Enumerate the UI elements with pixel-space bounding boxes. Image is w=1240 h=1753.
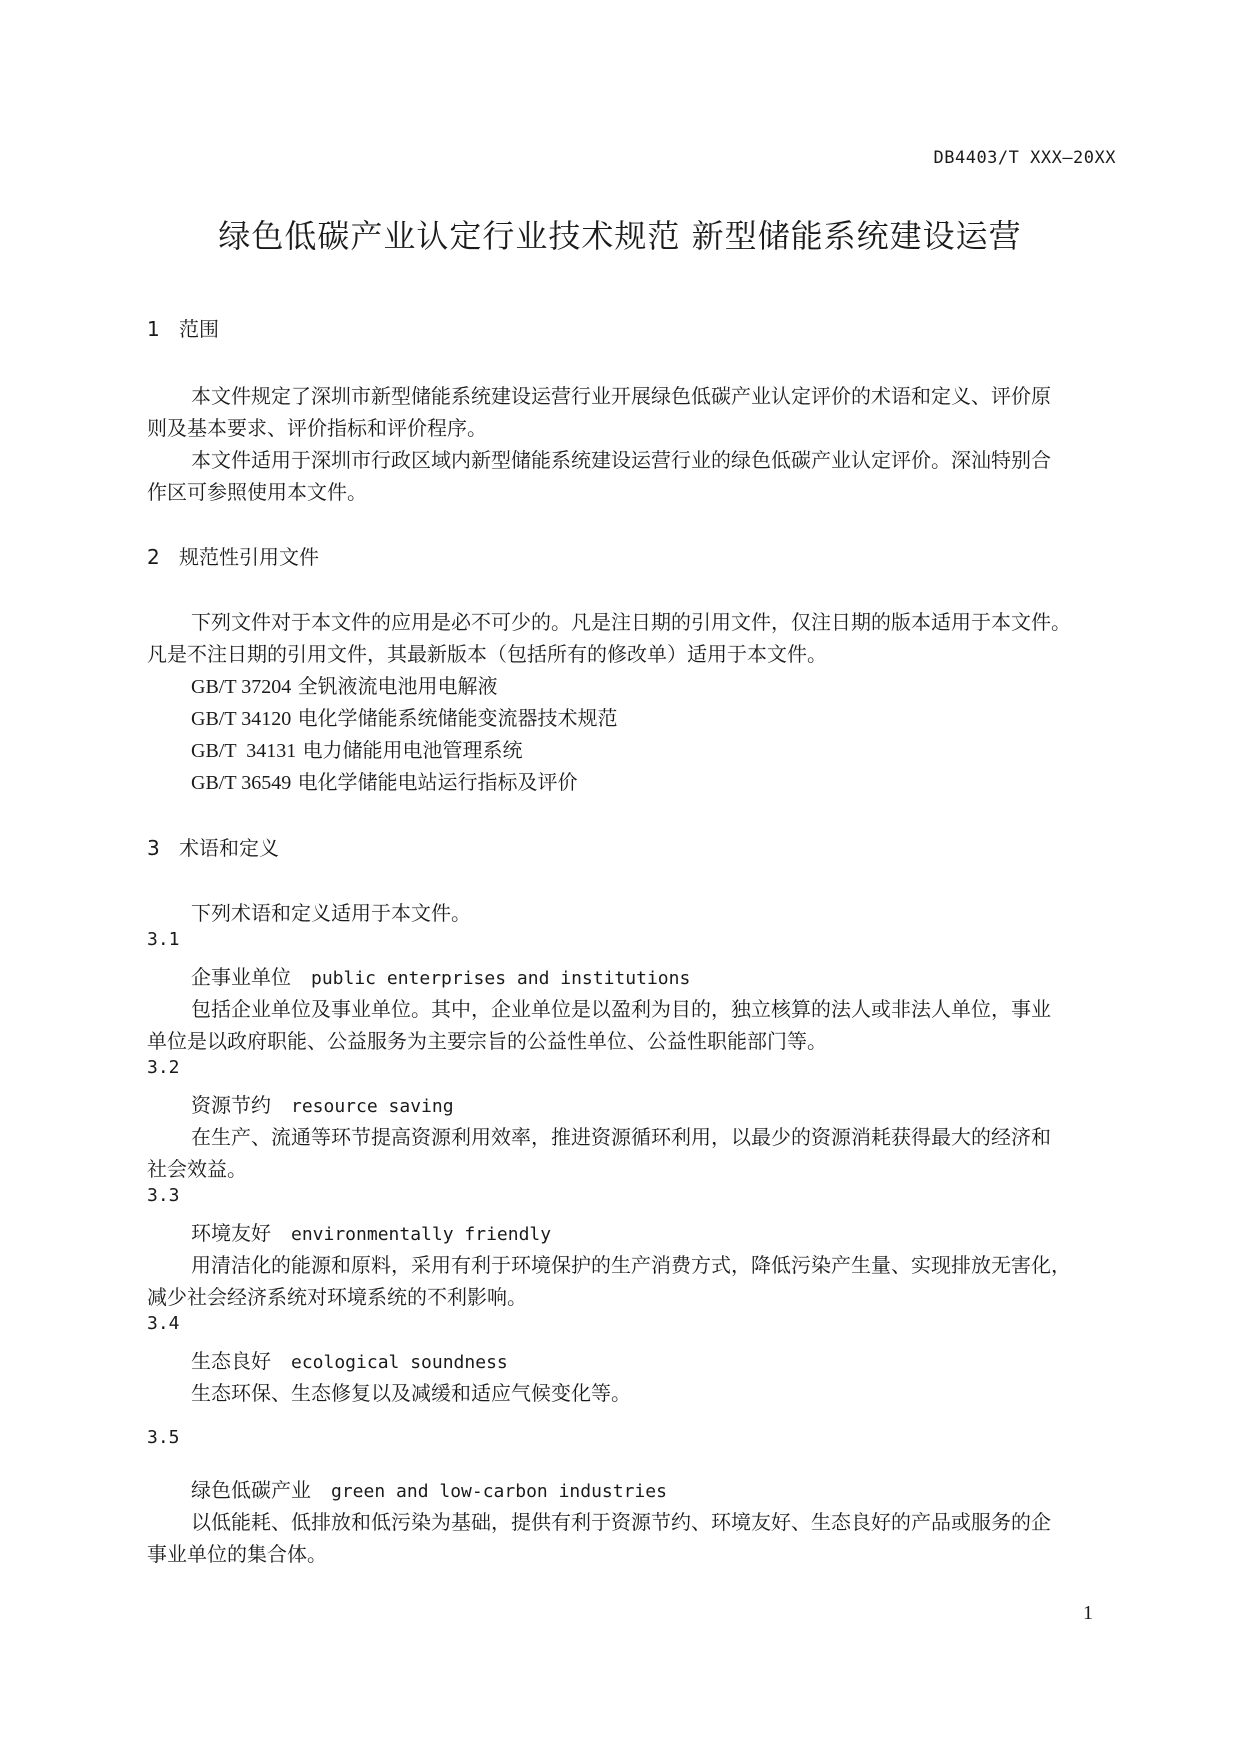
term-entry (191, 1089, 454, 1118)
term-english: ecological soundness (291, 1352, 508, 1373)
reference-code: GB/T 36549 (191, 772, 292, 794)
term-number: 3.2 (147, 1057, 180, 1078)
reference-code: GB/T 37204 (191, 676, 292, 698)
term-number: 3.4 (147, 1313, 180, 1334)
paragraph-line: 下列术语和定义适用于本文件。 (191, 901, 471, 925)
paragraph-line: 本文件规定了深圳市新型储能系统建设运营行业开展绿色低碳产业认定评价的术语和定义、评价原 (191, 384, 1051, 408)
definition-line: 事业单位的集合体。 (147, 1542, 327, 1566)
term-english: resource saving (291, 1096, 454, 1117)
reference-name: 电力储能用电池管理系统 (302, 738, 523, 762)
section-1-heading (147, 313, 219, 342)
term-chinese: 企事业单位 (191, 965, 291, 989)
document-number: DB4403/T XXX—20XX (933, 148, 1116, 168)
term-english: environmentally friendly (291, 1224, 552, 1245)
term-chinese: 资源节约 (191, 1093, 271, 1117)
term-english: public enterprises and institutions (311, 968, 691, 989)
reference-item (191, 670, 498, 699)
definition-line: 减少社会经济系统对环境系统的不利影响。 (147, 1285, 527, 1309)
reference-item (191, 702, 618, 731)
reference-name: 电化学储能系统储能变流器技术规范 (297, 706, 618, 730)
reference-code: GB/T 34131 (191, 740, 297, 762)
term-chinese: 生态良好 (191, 1349, 271, 1373)
definition-line: 包括企业单位及事业单位。其中，企业单位是以盈利为目的，独立核算的法人或非法人单位，事业 (191, 997, 1051, 1021)
term-number: 3.3 (147, 1185, 180, 1206)
paragraph-line: 则及基本要求、评价指标和评价程序。 (147, 416, 487, 440)
definition-line: 生态环保、生态修复以及减缓和适应气候变化等。 (191, 1381, 631, 1405)
section-number: 3 (147, 836, 160, 860)
term-entry (191, 1217, 551, 1246)
paragraph-line: 凡是不注日期的引用文件，其最新版本（包括所有的修改单）适用于本文件。 (147, 642, 827, 666)
section-title: 规范性引用文件 (179, 545, 319, 569)
section-3-heading (147, 832, 279, 861)
term-number: 3.1 (147, 929, 180, 950)
definition-line: 在生产、流通等环节提高资源利用效率，推进资源循环利用，以最少的资源消耗获得最大的经济和 (191, 1125, 1051, 1149)
reference-item (191, 766, 578, 795)
term-entry (191, 1345, 508, 1374)
section-title: 术语和定义 (179, 836, 279, 860)
page-number: 1 (1083, 1602, 1093, 1624)
reference-name: 电化学储能电站运行指标及评价 (297, 770, 578, 794)
section-title: 范围 (179, 317, 219, 341)
section-number: 1 (147, 317, 160, 341)
section-2-heading (147, 541, 319, 570)
reference-name: 全钒液流电池用电解液 (297, 674, 498, 698)
term-english: green and low-carbon industries (331, 1481, 667, 1502)
document-title: 绿色低碳产业认定行业技术规范 新型储能系统建设运营 (218, 217, 1022, 255)
paragraph-line: 本文件适用于深圳市行政区域内新型储能系统建设运营行业的绿色低碳产业认定评价。深汕特别合 (191, 448, 1051, 472)
definition-line: 用清洁化的能源和原料，采用有利于环境保护的生产消费方式，降低污染产生量、实现排放无害化， (191, 1253, 1071, 1277)
term-entry (191, 961, 690, 990)
reference-code: GB/T 34120 (191, 708, 292, 730)
reference-item (191, 734, 523, 763)
definition-line: 社会效益。 (147, 1157, 247, 1181)
paragraph-line: 下列文件对于本文件的应用是必不可少的。凡是注日期的引用文件，仅注日期的版本适用于本文件。 (191, 610, 1071, 634)
term-chinese: 绿色低碳产业 (191, 1478, 311, 1502)
term-number: 3.5 (147, 1427, 180, 1448)
definition-line: 单位是以政府职能、公益服务为主要宗旨的公益性单位、公益性职能部门等。 (147, 1029, 827, 1053)
term-entry (191, 1474, 667, 1503)
term-chinese: 环境友好 (191, 1221, 271, 1245)
section-number: 2 (147, 545, 160, 569)
paragraph-line: 作区可参照使用本文件。 (147, 480, 367, 504)
definition-line: 以低能耗、低排放和低污染为基础，提供有利于资源节约、环境友好、生态良好的产品或服务的企 (191, 1510, 1051, 1534)
